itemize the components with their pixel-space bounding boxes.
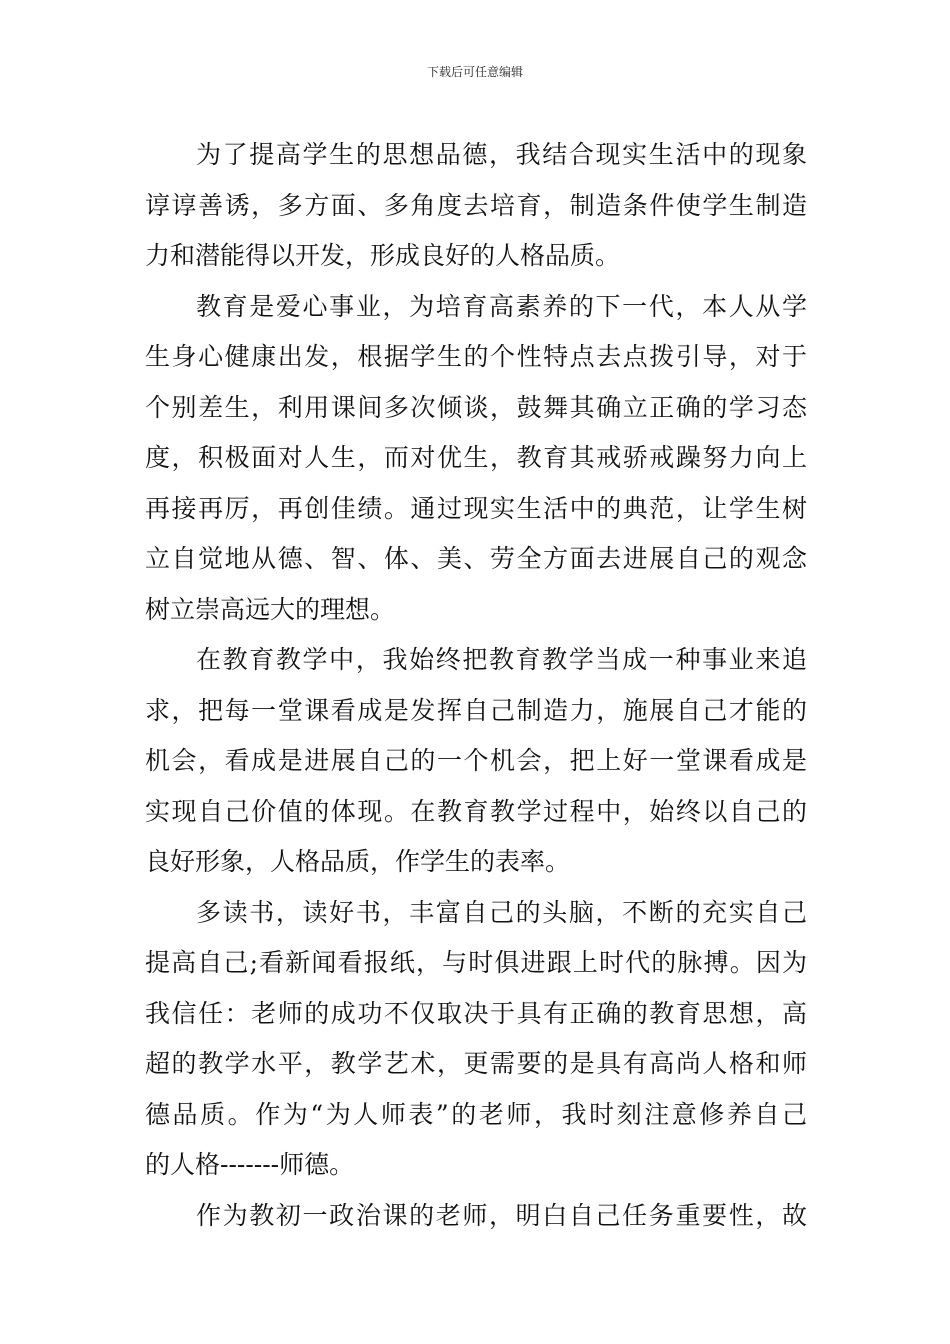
text-line: 超的教学水平，教学艺术，更需要的是具有高尚人格和师 — [145, 1049, 807, 1078]
text-line: 个别差生，利用课间多次倾谈，鼓舞其确立正确的学习态 — [145, 392, 807, 422]
text-line: 的人格-------师德。 — [145, 1150, 355, 1179]
text-line: 机会，看成是进展自己的一个机会，把上好一堂课看成是 — [145, 746, 807, 775]
text-line: 为了提高学生的思想品德，我结合现实生活中的现象 — [196, 140, 807, 169]
text-line: 树立崇高远大的理想。 — [145, 594, 396, 624]
text-line: 生身心健康出发，根据学生的个性特点去点拨引导，对于 — [145, 342, 807, 371]
text-line: 我信任：老师的成功不仅取决于具有正确的教育思想，高 — [145, 998, 807, 1028]
text-line: 实现自己价值的体现。在教育教学过程中，始终以自己的 — [145, 796, 807, 826]
text-line: 求，把每一堂课看成是发挥自己制造力，施展自己才能的 — [145, 695, 807, 725]
text-line: 良好形象，人格品质，作学生的表率。 — [145, 847, 571, 876]
text-line: 再接再厉，再创佳绩。通过现实生活中的典范，让学生树 — [145, 493, 807, 523]
text-line: 教育是爱心事业，为培育高素养的下一代，本人从学 — [196, 291, 807, 321]
text-line: 力和潜能得以开发，形成良好的人格品质。 — [145, 241, 621, 270]
document-body — [145, 130, 807, 1241]
text-line: 度，积极面对人生，而对优生，教育其戒骄戒躁努力向上 — [145, 443, 807, 472]
page-header: 下载后可任意编辑 — [426, 65, 523, 79]
text-line: 谆谆善诱，多方面、多角度去培育，制造条件使学生制造 — [145, 190, 807, 220]
text-line: 德品质。作为“为人师表”的老师，我时刻注意修养自己 — [145, 1099, 807, 1129]
text-line: 作为教初一政治课的老师，明白自己任务重要性，故 — [196, 1200, 807, 1230]
text-line: 提高自己;看新闻看报纸，与时俱进跟上时代的脉搏。因为 — [145, 948, 807, 977]
text-line: 立自觉地从德、智、体、美、劳全方面去进展自己的观念 — [145, 544, 807, 573]
text-line: 在教育教学中，我始终把教育教学当成一种事业来追 — [196, 645, 807, 674]
text-line: 多读书，读好书，丰富自己的头脑，不断的充实自己 — [196, 897, 807, 927]
